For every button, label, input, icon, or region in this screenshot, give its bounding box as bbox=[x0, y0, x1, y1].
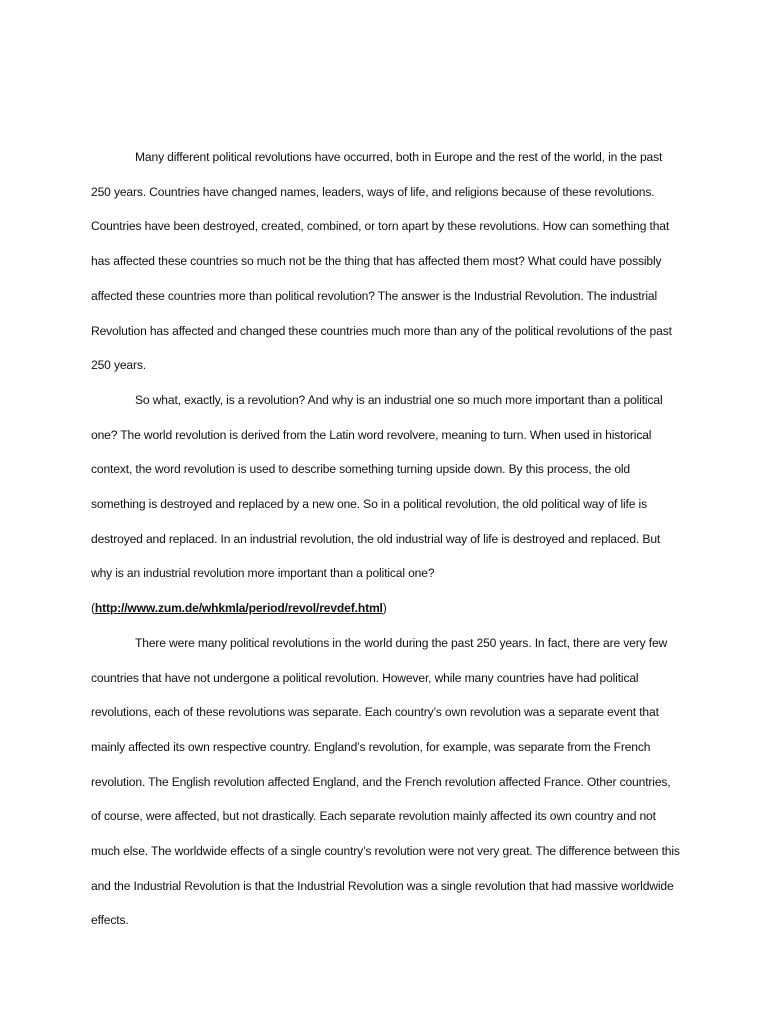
citation-open-paren: ( bbox=[91, 601, 95, 616]
citation-link[interactable]: http://www.zum.de/whkmla/period/revol/revdef.html bbox=[94, 601, 383, 616]
paragraph-2 bbox=[91, 383, 681, 626]
citation-close-paren: ) bbox=[382, 601, 387, 616]
paragraph-3 bbox=[91, 626, 681, 938]
essay-body bbox=[91, 140, 681, 938]
paragraph-1 bbox=[91, 140, 681, 383]
paragraph-1-text: Many different political revolutions have occurred, both in Europe and the rest of the world, in the past 250 years. Countries have changed names, leaders, ways of life, and religions because of these revolutions. Countries have been destroyed, created, combined, or torn apart by these revolutions. How can something that has affected these countries so much not be the thing that has affected them most? What could have possibly affected these countries more than political revolution? The answer is the Industrial Revolution. The industrial Revolution has affected and changed these countries much more than any of the political revolutions of the past 250 years. bbox=[91, 150, 672, 373]
paragraph-2-text: So what, exactly, is a revolution? And why is an industrial one so much more important than a political one? The world revolution is derived from the Latin word revolvere, meaning to turn. When used in historical context, the word revolution is used to describe something turning upside down. By this process, the old something is destroyed and replaced by a new one. So in a political revolution, the old political way of life is destroyed and replaced. In an industrial revolution, the old industrial way of life is destroyed and replaced. But why is an industrial revolution more important than a political one? bbox=[91, 392, 663, 581]
paragraph-3-text: There were many political revolutions in the world during the past 250 years. In fact, there are very few countries that have not undergone a political revolution. However, while many countries have had political revolutions, each of these revolutions was separate. Each country’s own revolution was a separate event that mainly affected its own respective country. England’s revolution, for example, was separate from the French revolution. The English revolution affected England, and the French revolution affected France. Other countries, of course, were affected, but not drastically. Each separate revolution mainly affected its own country and not much else. The worldwide effects of a single country’s revolution were not very great. The difference between this and the Industrial Revolution is that the Industrial Revolution was a single revolution that had massive worldwide effects. bbox=[91, 635, 680, 928]
